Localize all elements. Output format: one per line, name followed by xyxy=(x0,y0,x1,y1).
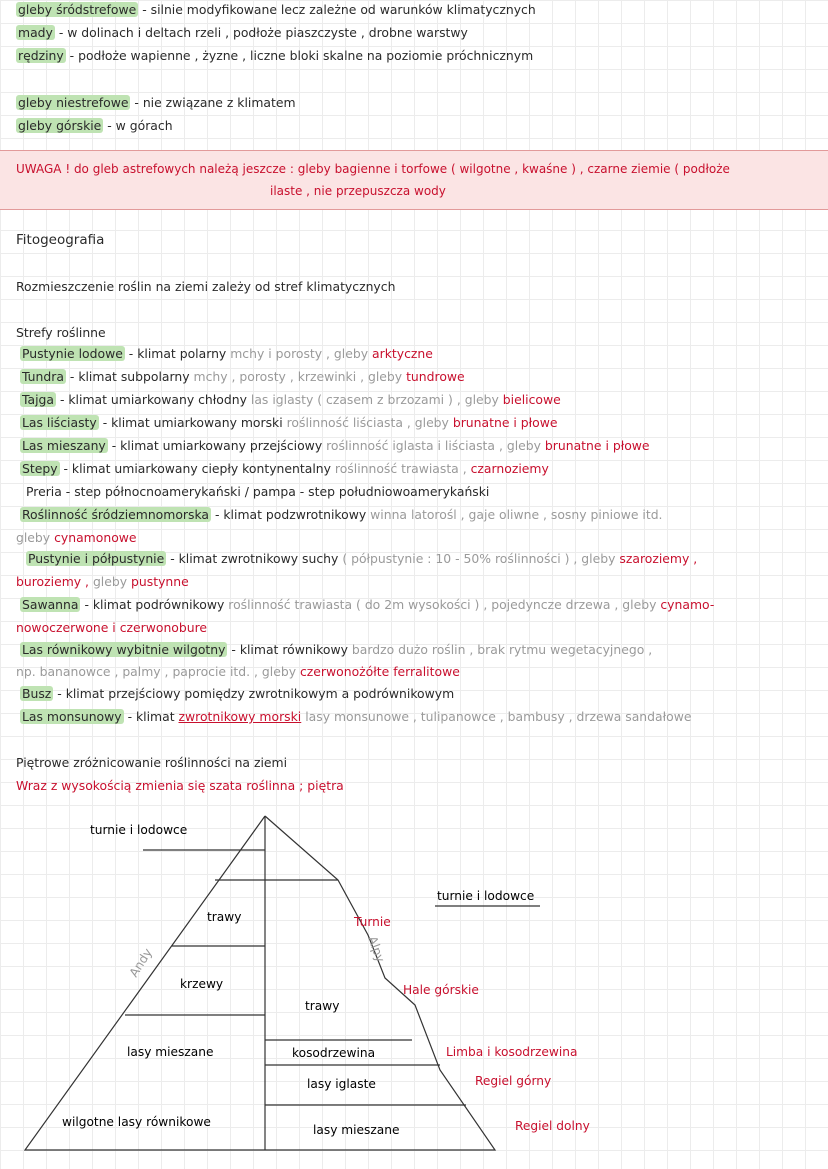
zone-soil: brunatne i płowe xyxy=(452,415,558,430)
zone-term: Las mieszany xyxy=(22,438,106,453)
alps-level-label: turnie i lodowce xyxy=(437,889,535,903)
alps-tier-label: Limba i kosodrzewina xyxy=(446,1045,578,1059)
warning-line-1: UWAGA ! do gleb astrefowych należą jeszcze : gleby bagienne i torfowe ( wilgotne , kwaśne ) , czarne ziemie ( podłoże xyxy=(16,162,730,176)
zone-plants: roślinność liściasta , gleby xyxy=(286,415,449,430)
zone-term: Pustynie lodowe xyxy=(22,346,123,361)
zone-climate: - klimat subpolarny xyxy=(69,369,190,384)
zone-climate-red: zwrotnikowy morski xyxy=(178,709,302,724)
zone-soil: cynamonowe xyxy=(54,530,137,545)
zone-climate: - klimat zwrotnikowy suchy xyxy=(170,551,339,566)
soil-term: gleby śródstrefowe xyxy=(18,2,137,17)
soil-desc: - podłoże wapienne , żyzne , liczne bloki skalne na poziomie próchnicznym xyxy=(69,48,534,63)
zone-soil: pustynne xyxy=(131,574,189,589)
zone-term: Roślinność śródziemnomorska xyxy=(22,507,210,522)
alps-level-label: lasy mieszane xyxy=(313,1123,400,1137)
soil-term: gleby górskie xyxy=(18,118,102,133)
zone-plants: lasy monsunowe , tulipanowce , bambusy , drzewa sandałowe xyxy=(305,709,692,724)
zone-climate: - klimat podrównikowy xyxy=(84,597,225,612)
alps-level-label: trawy xyxy=(305,999,340,1013)
alps-level-label: lasy iglaste xyxy=(307,1077,376,1091)
zone-term: Las równikowy wybitnie wilgotny xyxy=(22,642,226,657)
zone-climate: - klimat przejściowy pomiędzy zwrotnikowym a podrównikowym xyxy=(57,686,455,701)
alps-tier-label: Regiel górny xyxy=(475,1074,552,1088)
soil-desc: - w górach xyxy=(107,118,173,133)
alps-level-label: kosodrzewina xyxy=(292,1046,376,1060)
zone-soil: bielicowe xyxy=(502,392,561,407)
alps-tier-label: Regiel dolny xyxy=(515,1119,590,1133)
andes-label: Andy xyxy=(126,945,155,980)
zone-plants: mchy , porosty , krzewinki , gleby xyxy=(193,369,403,384)
zone-climate: - klimat równikowy xyxy=(231,642,348,657)
alps-label: Alpy xyxy=(365,934,388,965)
zone-plants: roślinność trawiasta ( do 2m wysokości ) , pojedyncze drzewa , gleby xyxy=(228,597,657,612)
zone-term: Las monsunowy xyxy=(22,709,122,724)
andes-level-label: trawy xyxy=(207,910,242,924)
zone-plants: np. bananowce , palmy , paprocie itd. , gleby xyxy=(16,664,297,679)
zones-title: Strefy roślinne xyxy=(16,325,106,340)
zone-term: Las liściasty xyxy=(22,415,97,430)
zone-soil: brunatne i płowe xyxy=(544,438,650,453)
andes-level-label: lasy mieszane xyxy=(127,1045,214,1059)
zone-plants: las iglasty ( czasem z brzozami ) , gleby xyxy=(250,392,499,407)
intro-text: Rozmieszczenie roślin na ziemi zależy od stref klimatycznych xyxy=(16,279,396,294)
section-title: Fitogeografia xyxy=(16,232,105,248)
zone-plants: winna latorośl , gaje oliwne , sosny piniowe itd. xyxy=(370,507,663,522)
zone-plants: gleby xyxy=(16,530,51,545)
soil-term: mady xyxy=(18,25,53,40)
zone-term: Pustynie i półpustynie xyxy=(28,551,165,566)
zonation-title: Piętrowe zróżnicowanie roślinności na ziemi xyxy=(16,755,288,770)
zone-term: Preria xyxy=(26,484,62,499)
zone-plants: roślinność iglasta i liściasta , gleby xyxy=(326,438,541,453)
zone-soil: buroziemy , xyxy=(16,574,89,589)
zone-soil: szaroziemy , xyxy=(619,551,698,566)
warning-line-2: ilaste , nie przepuszcza wody xyxy=(270,184,446,198)
zone-plants: ( półpustynie : 10 - 50% roślinności ) , gleby xyxy=(342,551,616,566)
zone-term: Tundra xyxy=(22,369,64,384)
zone-plants: roślinność trawiasta , xyxy=(334,461,467,476)
zone-plants: gleby xyxy=(92,574,128,589)
soil-desc: - silnie modyfikowane lecz zależne od warunków klimatycznych xyxy=(142,2,536,17)
zone-term: Sawanna xyxy=(22,597,79,612)
zone-soil: arktyczne xyxy=(372,346,433,361)
zone-desc: - step północnoamerykański / pampa - step południowoamerykański xyxy=(65,484,490,499)
soil-desc: - nie związane z klimatem xyxy=(134,95,296,110)
zone-climate: - klimat umiarkowany chłodny xyxy=(59,392,247,407)
zone-soil: czarnoziemy xyxy=(470,461,549,476)
andes-level-label: turnie i lodowce xyxy=(90,823,188,837)
zone-climate: - klimat xyxy=(127,709,175,724)
zone-climate: - klimat polarny xyxy=(128,346,227,361)
zone-soil: tundrowe xyxy=(406,369,465,384)
zone-term: Tajga xyxy=(22,392,55,407)
zone-climate: - klimat podzwrotnikowy xyxy=(214,507,367,522)
zone-climate: - klimat umiarkowany przejściowy xyxy=(111,438,323,453)
alps-level-label: Turnie xyxy=(354,915,391,929)
zone-soil: cynamo- xyxy=(660,597,715,612)
zone-plants: mchy i porosty , gleby xyxy=(230,346,369,361)
zone-term: Stepy xyxy=(22,461,58,476)
zone-soil: nowoczerwone i czerwonobure xyxy=(16,620,208,635)
zone-climate: - klimat umiarkowany ciepły kontynentalny xyxy=(63,461,331,476)
zone-climate: - klimat umiarkowany morski xyxy=(102,415,283,430)
soil-term: gleby niestrefowe xyxy=(18,95,129,110)
soil-term: rędziny xyxy=(18,48,64,63)
andes-level-label: wilgotne lasy równikowe xyxy=(62,1115,211,1129)
soil-desc: - w dolinach i deltach rzeli , podłoże piaszczyste , drobne warstwy xyxy=(58,25,468,40)
alps-tier-label: Hale górskie xyxy=(403,983,479,997)
zone-term: Busz xyxy=(22,686,52,701)
zone-soil: czerwonożółte ferralitowe xyxy=(299,664,460,679)
zone-plants: bardzo dużo roślin , brak rytmu wegetacyjnego , xyxy=(351,642,653,657)
zonation-subtitle: Wraz z wysokością zmienia się szata roślinna ; piętra xyxy=(16,778,344,793)
andes-level-label: krzewy xyxy=(180,977,224,991)
